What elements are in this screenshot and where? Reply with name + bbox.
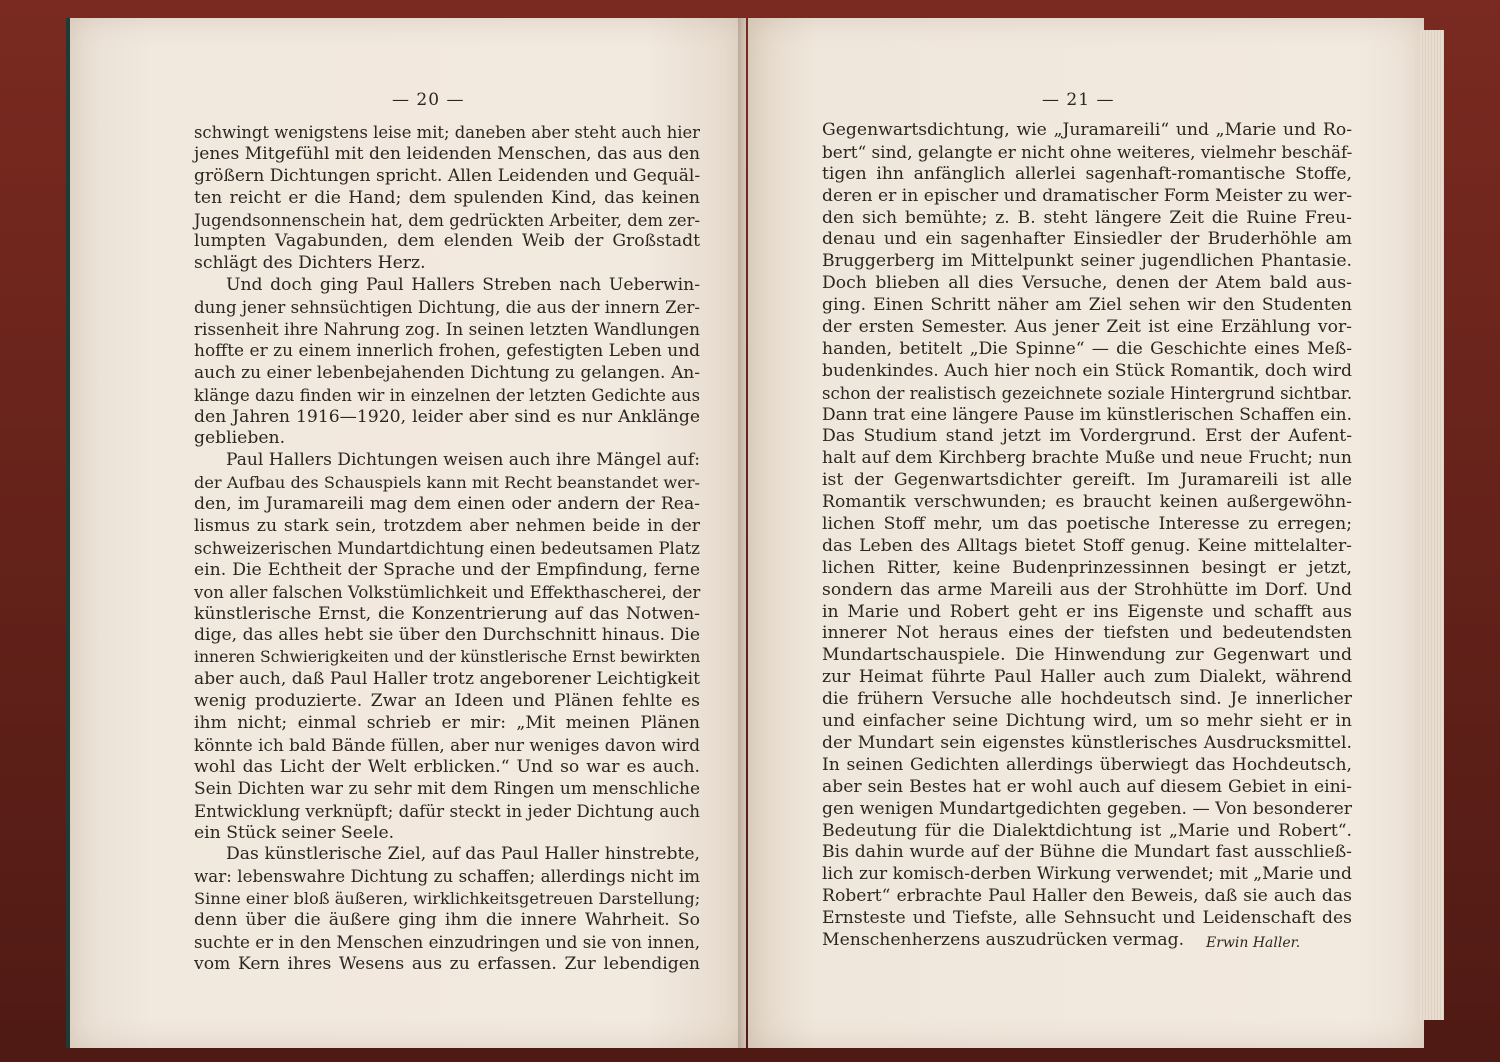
left-page bbox=[66, 18, 746, 1048]
text-line: lumpten Vagabunden, dem elenden Weib der Großstadt bbox=[194, 231, 700, 252]
text-line: jenes Mitgefühl mit den leidenden Menschen, das aus den bbox=[194, 143, 700, 164]
text-line: sondern das arme Mareili aus der Strohhütte im Dorf. Und bbox=[822, 579, 1352, 600]
text-line: ihm nicht; einmal schrieb er mir: „Mit meinen Plänen bbox=[194, 713, 700, 734]
text-line: Das Studium stand jetzt im Vordergrund. Erst der Aufent- bbox=[822, 426, 1352, 447]
text-line: budenkindes. Auch hier noch ein Stück Romantik, doch wird bbox=[822, 360, 1352, 381]
text-line: inneren Schwierigkeiten und der künstlerische Ernst bewirkten bbox=[194, 648, 701, 667]
text-line: den, im Juramareili mag dem einen oder andern der Rea- bbox=[194, 494, 700, 515]
text-line: die frühern Versuche alle hochdeutsch sind. Je innerlicher bbox=[822, 689, 1352, 710]
text-line: deren er in epischer und dramatischer Form Meister zu wer- bbox=[822, 185, 1353, 206]
text-line: der Mundart sein eigenstes künstlerisches Ausdrucksmittel. bbox=[822, 732, 1352, 753]
text-line: tigen ihn anfänglich allerlei sagenhaft-romantische Stoffe, bbox=[822, 163, 1352, 184]
text-line: Doch blieben all dies Versuche, denen der Atem bald aus- bbox=[822, 273, 1352, 294]
text-line: Paul Hallers Dichtungen weisen auch ihre Mängel auf: bbox=[226, 450, 700, 471]
text-line: Bedeutung für die Dialektdichtung ist „Marie und Robert“. bbox=[822, 820, 1352, 841]
text-line: der ersten Semester. Aus jener Zeit ist eine Erzählung vor- bbox=[822, 317, 1352, 338]
text-line: war: lebenswahre Dichtung zu schaffen; allerdings nicht im bbox=[194, 866, 700, 887]
text-line: aber auch, daß Paul Haller trotz angeborener Leichtigkeit bbox=[194, 669, 700, 690]
text-line: Sinne einer bloß äußeren, wirklichkeitsgetreuen Darstellung; bbox=[194, 889, 701, 909]
text-line: lismus zu stark sein, trotzdem aber nehmen beide in der bbox=[194, 516, 700, 537]
text-line: innerer Not heraus eines der tiefsten und bedeutendsten bbox=[822, 623, 1352, 644]
author-signature: Erwin Haller. bbox=[1206, 935, 1301, 951]
text-line: ein Stück seiner Seele. bbox=[194, 822, 395, 843]
text-line: Dann trat eine längere Pause im künstlerischen Schaffen ein. bbox=[822, 404, 1352, 425]
text-line: ten reicht er die Hand; dem spulenden Kind, das keinen bbox=[194, 187, 700, 208]
text-line: Bruggerberg im Mittelpunkt seiner jugendlichen Phantasie. bbox=[822, 251, 1352, 272]
text-line: Das künstlerische Ziel, auf das Paul Haller hinstrebte, bbox=[226, 844, 700, 865]
text-line: Sein Dichten war zu sehr mit dem Ringen um menschliche bbox=[194, 778, 700, 799]
text-line: schlägt des Dichters Herz. bbox=[194, 253, 426, 274]
text-line: und einfacher seine Dichtung wird, um so mehr sieht er in bbox=[822, 711, 1352, 732]
text-line: Jugendsonnenschein hat, dem gedrückten Arbeiter, dem zer- bbox=[194, 210, 700, 230]
text-line: aber sein Bestes hat er wohl auch auf diesem Gebiet in eini- bbox=[822, 776, 1352, 797]
right-page-text bbox=[822, 120, 1352, 952]
text-line: der Aufbau des Schauspiels kann mit Recht beanstandet wer- bbox=[194, 473, 700, 493]
page-number-right: — 21 — bbox=[1042, 90, 1115, 110]
text-line: zur Heimat führte Paul Haller auch zum Dialekt, während bbox=[822, 667, 1352, 688]
text-line: Romantik verschwunden; es braucht keinen außergewöhn- bbox=[822, 492, 1352, 513]
text-line: wohl das Licht der Welt erblicken.“ Und so war es auch. bbox=[194, 756, 700, 777]
text-line: Robert“ erbrachte Paul Haller den Beweis, daß sie auch das bbox=[822, 886, 1352, 907]
text-line: klänge dazu finden wir in einzelnen der letzten Gedichte aus bbox=[194, 385, 700, 405]
text-line: denau und ein sagenhafter Einsiedler der Bruderhöhle am bbox=[822, 229, 1352, 250]
text-line: den Jahren 1916—1920, leider aber sind es nur Anklänge bbox=[194, 406, 700, 427]
text-line: könnte ich bald Bände füllen, aber nur weniges davon wird bbox=[194, 734, 700, 755]
text-line: auch zu einer lebenbejahenden Dichtung zu gelangen. An- bbox=[194, 362, 700, 383]
text-line: schwingt wenigstens leise mit; daneben aber steht auch hier bbox=[194, 123, 700, 142]
text-line: dung jener sehnsüchtigen Dichtung, die aus der innern Zer- bbox=[194, 298, 700, 318]
page-number-left: — 20 — bbox=[392, 90, 465, 110]
right-page bbox=[748, 18, 1424, 1048]
text-line: lichen Stoff mehr, um das poetische Interesse zu erregen; bbox=[822, 514, 1352, 535]
text-line: In seinen Gedichten allerdings überwiegt das Hochdeutsch, bbox=[822, 754, 1352, 775]
text-line: Mundartschauspiele. Die Hinwendung zur Gegenwart und bbox=[822, 645, 1352, 666]
text-line: lichen Ritter, keine Budenprinzessinnen besingt er jetzt, bbox=[822, 557, 1352, 578]
text-line: suchte er in den Menschen einzudringen und sie von innen, bbox=[194, 932, 700, 952]
text-line: rissenheit ihre Nahrung zog. In seinen letzten Wandlungen bbox=[194, 319, 700, 340]
text-line: Bis dahin wurde auf der Bühne die Mundart fast ausschließ- bbox=[822, 842, 1352, 863]
text-line: Menschenherzens auszudrücken vermag. bbox=[822, 929, 1185, 950]
text-line: vom Kern ihres Wesens aus zu erfassen. Zur lebendigen bbox=[194, 953, 700, 974]
page-edges bbox=[1420, 30, 1444, 1020]
text-line: das Leben des Alltags bietet Stoff genug. Keine mittelalter- bbox=[822, 535, 1352, 556]
text-line: schweizerischen Mundartdichtung einen bedeutsamen Platz bbox=[194, 538, 700, 558]
text-line: den sich bemühte; z. B. steht längere Zeit die Ruine Freu- bbox=[822, 207, 1352, 228]
text-line: ein. Die Echtheit der Sprache und der Empfindung, ferne bbox=[194, 559, 700, 580]
text-line: von aller falschen Volkstümlichkeit und Effekthascherei, der bbox=[194, 582, 701, 602]
text-line: handen, betitelt „Die Spinne“ — die Geschichte eines Meß- bbox=[822, 338, 1352, 359]
text-line: in Marie und Robert geht er ins Eigenste und schafft aus bbox=[822, 601, 1352, 622]
text-line: Und doch ging Paul Hallers Streben nach Ueberwin- bbox=[226, 275, 700, 296]
text-line: Entwicklung verknüpft; dafür steckt in jeder Dichtung auch bbox=[194, 801, 700, 821]
text-line: denn über die äußere ging ihm die innere Wahrheit. So bbox=[194, 910, 700, 931]
text-line: ging. Einen Schritt näher am Ziel sehen wir den Studenten bbox=[822, 295, 1352, 316]
text-line: künstlerische Ernst, die Konzentrierung auf das Notwen- bbox=[194, 603, 700, 624]
text-line: wenig produzierte. Zwar an Ideen und Plänen fehlte es bbox=[194, 691, 700, 712]
text-line: dige, das alles hebt sie über den Durchschnitt hinaus. Die bbox=[194, 625, 700, 646]
text-line: Gegenwartsdichtung, wie „Juramareili“ und „Marie und Ro- bbox=[822, 120, 1352, 140]
text-line: geblieben. bbox=[194, 428, 286, 449]
text-line: hoffte er zu einem innerlich frohen, gefestigten Leben und bbox=[194, 340, 700, 361]
text-line: halt auf dem Kirchberg brachte Muße und neue Frucht; nun bbox=[822, 448, 1352, 469]
text-line: schon der realistisch gezeichnete soziale Hintergrund sichtbar. bbox=[822, 383, 1353, 403]
text-line: größern Dichtungen spricht. Allen Leidenden und Gequäl- bbox=[194, 165, 701, 186]
text-line: Ernsteste und Tiefste, alle Sehnsucht und Leidenschaft des bbox=[822, 908, 1352, 929]
text-line: lich zur komisch-derben Wirkung verwendet; mit „Marie und bbox=[822, 864, 1352, 885]
text-line: ist der Gegenwartsdichter gereift. Im Juramareili ist alle bbox=[822, 470, 1352, 491]
text-line: bert“ sind, gelangte er nicht ohne weiteres, vielmehr beschäf- bbox=[822, 141, 1353, 162]
text-line: gen wenigen Mundartgedichten gegeben. — Von besonderer bbox=[822, 798, 1353, 819]
left-page-text bbox=[194, 122, 700, 976]
